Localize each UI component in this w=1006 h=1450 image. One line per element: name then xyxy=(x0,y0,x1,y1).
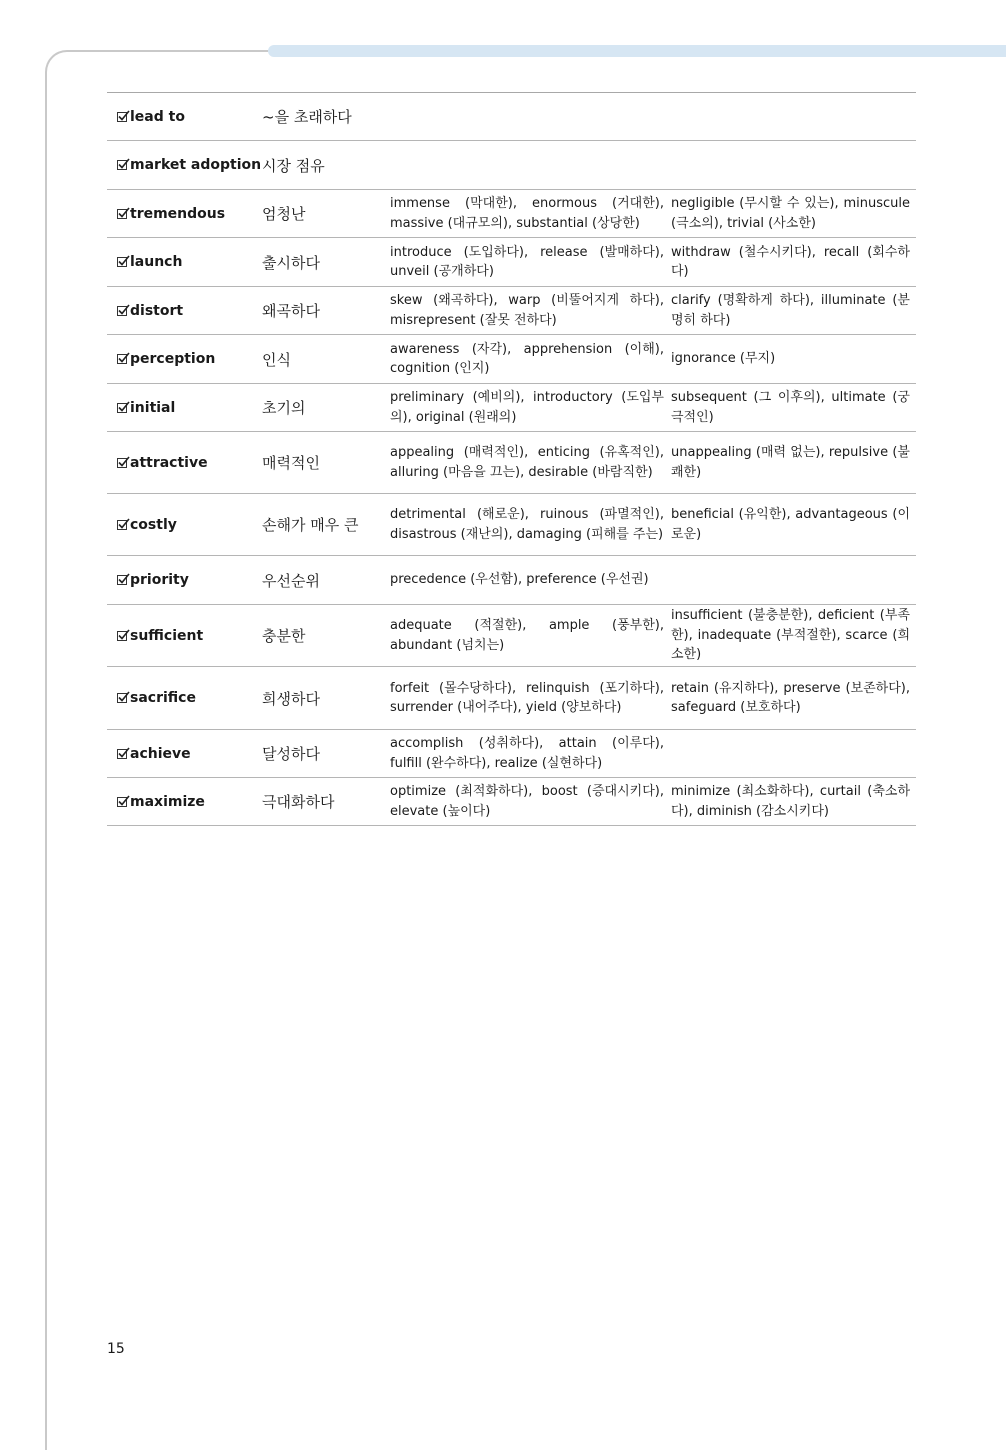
antonyms-cell: withdraw (철수시키다), recall (회수하다) xyxy=(671,238,916,287)
vocab-row xyxy=(107,778,916,826)
antonyms-cell xyxy=(671,141,916,190)
antonyms-cell: beneficial (유익한), advantageous (이로운) xyxy=(671,494,916,556)
synonyms-cell xyxy=(390,141,671,190)
meaning-cell: ~을 초래하다 xyxy=(262,93,390,141)
word-cell xyxy=(107,605,262,667)
word-text: achieve xyxy=(130,745,191,762)
synonyms-cell: precedence (우선함), preference (우선권) xyxy=(390,556,671,605)
meaning-cell: 매력적인 xyxy=(262,432,390,494)
word-cell xyxy=(107,432,262,494)
word-cell xyxy=(107,190,262,238)
meaning-cell: 극대화하다 xyxy=(262,778,390,826)
antonyms-cell: unappealing (매력 없는), repulsive (불쾌한) xyxy=(671,432,916,494)
synonyms-cell: detrimental (해로운), ruinous (파멸적인), disastrous (재난의), damaging (피해를 주는) xyxy=(390,494,671,556)
checkbox-icon[interactable] xyxy=(117,209,127,219)
vocab-row xyxy=(107,667,916,730)
word-text: distort xyxy=(130,302,184,319)
meaning-cell: 왜곡하다 xyxy=(262,287,390,335)
word-text: market adoption xyxy=(130,157,262,173)
page-number: 15 xyxy=(107,1341,125,1357)
meaning-cell: 희생하다 xyxy=(262,667,390,730)
meaning-cell: 엄청난 xyxy=(262,190,390,238)
synonyms-cell: accomplish (성취하다), attain (이루다), fulfill (완수하다), realize (실현하다) xyxy=(390,730,671,778)
meaning-cell: 달성하다 xyxy=(262,730,390,778)
synonyms-cell: adequate (적절한), ample (풍부한), abundant (넘치는) xyxy=(390,605,671,667)
checkbox-icon[interactable] xyxy=(117,458,127,468)
meaning-cell: 출시하다 xyxy=(262,238,390,287)
meaning-cell: 충분한 xyxy=(262,605,390,667)
antonyms-cell xyxy=(671,730,916,778)
word-cell xyxy=(107,556,262,605)
synonyms-cell xyxy=(390,93,671,141)
antonyms-cell xyxy=(671,93,916,141)
word-cell xyxy=(107,667,262,730)
word-text: launch xyxy=(130,254,183,270)
synonyms-cell: immense (막대한), enormous (거대한), massive (대규모의), substantial (상당한) xyxy=(390,190,671,238)
word-cell xyxy=(107,494,262,556)
word-cell xyxy=(107,730,262,778)
checkbox-icon[interactable] xyxy=(117,749,127,759)
checkbox-icon[interactable] xyxy=(117,354,127,364)
meaning-cell: 손해가 매우 큰 xyxy=(262,494,390,556)
vocab-row xyxy=(107,605,916,667)
vocab-row xyxy=(107,494,916,556)
vocab-row xyxy=(107,93,916,141)
header-accent-bar xyxy=(268,45,1006,57)
checkbox-icon[interactable] xyxy=(117,631,127,641)
meaning-cell: 초기의 xyxy=(262,384,390,432)
word-text: costly xyxy=(130,516,177,533)
checkbox-icon[interactable] xyxy=(117,160,127,170)
word-text: maximize xyxy=(130,793,205,810)
antonyms-cell: subsequent (그 이후의), ultimate (궁극적인) xyxy=(671,384,916,432)
vocab-row xyxy=(107,556,916,605)
vocab-row xyxy=(107,432,916,494)
vocab-row xyxy=(107,190,916,238)
checkbox-icon[interactable] xyxy=(117,575,127,585)
word-cell xyxy=(107,384,262,432)
word-text: tremendous xyxy=(130,205,226,222)
vocab-table xyxy=(107,92,916,826)
antonyms-cell: ignorance (무지) xyxy=(671,335,916,384)
synonyms-cell: appealing (매력적인), enticing (유혹적인), alluring (마음을 끄는), desirable (바람직한) xyxy=(390,432,671,494)
antonyms-cell: clarify (명확하게 하다), illuminate (분명히 하다) xyxy=(671,287,916,335)
checkbox-icon[interactable] xyxy=(117,306,127,316)
word-text: sacrifice xyxy=(130,690,196,706)
word-cell xyxy=(107,238,262,287)
vocab-row xyxy=(107,238,916,287)
checkbox-icon[interactable] xyxy=(117,257,127,267)
antonyms-cell: retain (유지하다), preserve (보존하다), safeguard (보호하다) xyxy=(671,667,916,730)
word-cell xyxy=(107,287,262,335)
meaning-cell: 인식 xyxy=(262,335,390,384)
synonyms-cell: optimize (최적화하다), boost (증대시키다), elevate (높이다) xyxy=(390,778,671,826)
antonyms-cell: negligible (무시할 수 있는), minuscule (극소의), trivial (사소한) xyxy=(671,190,916,238)
checkbox-icon[interactable] xyxy=(117,403,127,413)
vocab-row xyxy=(107,287,916,335)
vocab-row xyxy=(107,384,916,432)
word-text: lead to xyxy=(130,108,185,125)
synonyms-cell: forfeit (몰수당하다), relinquish (포기하다), surrender (내어주다), yield (양보하다) xyxy=(390,667,671,730)
meaning-cell: 시장 점유 xyxy=(262,141,390,190)
word-text: sufficient xyxy=(130,627,204,644)
synonyms-cell: skew (왜곡하다), warp (비뚤어지게 하다), misrepresent (잘못 전하다) xyxy=(390,287,671,335)
checkbox-icon[interactable] xyxy=(117,520,127,530)
synonyms-cell: awareness (자각), apprehension (이해), cognition (인지) xyxy=(390,335,671,384)
word-cell xyxy=(107,778,262,826)
vocab-row xyxy=(107,141,916,190)
meaning-cell: 우선순위 xyxy=(262,556,390,605)
vocab-row xyxy=(107,730,916,778)
synonyms-cell: preliminary (예비의), introductory (도입부의), original (원래의) xyxy=(390,384,671,432)
vocab-row xyxy=(107,335,916,384)
word-text: perception xyxy=(130,351,216,367)
antonyms-cell: insufficient (불충분한), deficient (부족한), inadequate (부적절한), scarce (희소한) xyxy=(671,605,916,667)
checkbox-icon[interactable] xyxy=(117,112,127,122)
checkbox-icon[interactable] xyxy=(117,693,127,703)
synonyms-cell: introduce (도입하다), release (발매하다), unveil (공개하다) xyxy=(390,238,671,287)
word-text: attractive xyxy=(130,454,208,471)
word-cell xyxy=(107,141,262,190)
antonyms-cell: minimize (최소화하다), curtail (축소하다), diminish (감소시키다) xyxy=(671,778,916,826)
word-text: initial xyxy=(130,399,176,416)
antonyms-cell xyxy=(671,556,916,605)
word-cell xyxy=(107,335,262,384)
checkbox-icon[interactable] xyxy=(117,797,127,807)
word-cell xyxy=(107,93,262,141)
word-text: priority xyxy=(130,572,189,588)
